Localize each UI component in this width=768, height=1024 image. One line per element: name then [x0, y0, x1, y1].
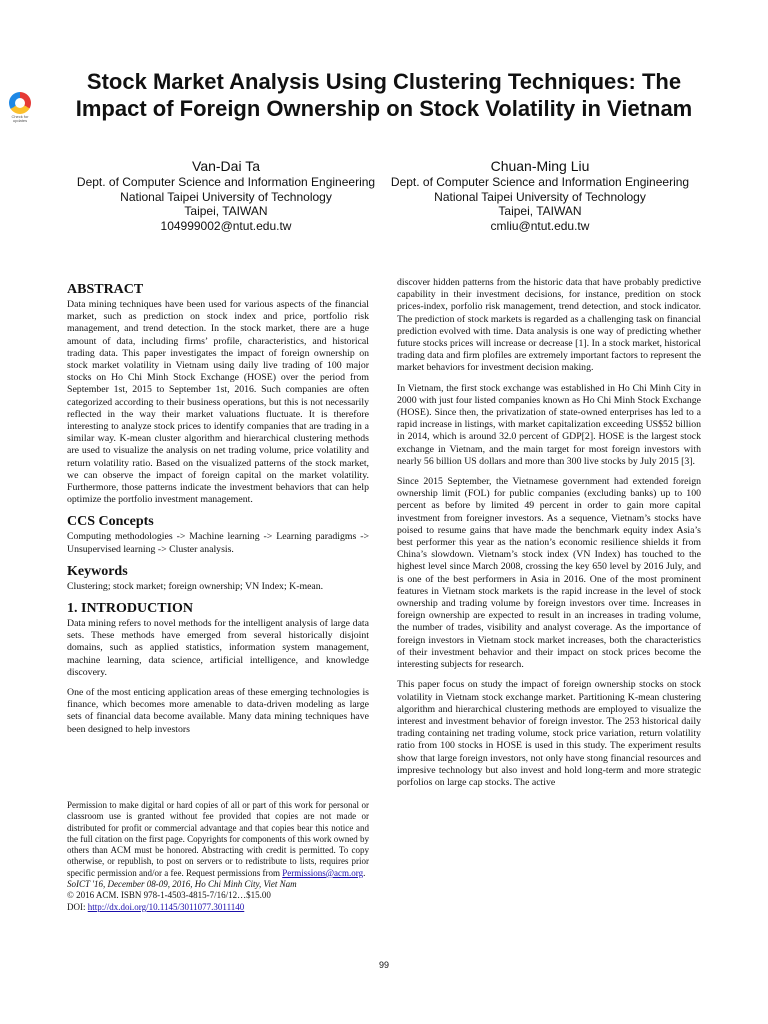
permission-notice: Permission to make digital or hard copies of all or part of this work for personal or classroom use is granted without fee provided that copies are not made or distributed for profit or commercial advantage and that copies bear this notice and the full citation on the first page. Copyrights for components of this work owned by others than ACM must be honored. Abstracting with credit is permitted. To copy otherwise, or republish, to post on servers or to redistribute to lists, requires prior specific permission and/or a fee. Request permissions from Permissions@acm.org. SoICT '16, December 08-09, 2016, Ho Chi Minh City, Viet Nam © 2016 ACM. ISBN 978-1-4503-4815-7/16/12…$15.00 DOI: http://dx.doi.org/10.1145/3011077.3011140 — [67, 800, 369, 912]
badge-label: Check for updates — [11, 114, 29, 123]
keywords-text: Clustering; stock market; foreign ownership; VN Index; K-mean. — [67, 580, 324, 592]
check-for-updates-icon — [9, 92, 31, 114]
body-paragraph: Since 2015 September, the Vietnamese government had extended foreign ownership limit (FOL) for public companies (excluding banks) up to 100 percent as before by limited 49 percent in order to gain more capital investment from foreigner investors. As a sequence, Vietnam’s stocks have poised to resume gains that have made the benchmark equity index Asia’s best performer this year as the nation’s economic resilience shields it from China’s slowdown. Vietnam’s stock index (VN Index) has touched to the highest level since March 2008, crossing the key 650 level by 2016 July, and is one of the best performers in Asia in 2016. One of the most prominent features in Vietnam stock markets is the rapid increase in the level of stock ownership and trading volume by foreign investors over time. Increases in foreign ownership are expected to result in an increases in trading volume, the number of trades, visibility and analyst coverage. As the importance of foreign investors in Vietnam stock market increases, both the characteristics of their investment behavior and their impact on stock prices become the interesting subjects for research. — [397, 476, 701, 671]
body-paragraph: This paper focus on study the impact of foreign ownership stocks on stock volatility in Vietnam stock exchange market. Partitioning K-mean clustering algorithm and hierarchical clustering methods are employed to visualize the interest and investment behavior of foreign investor. The 253 historical daily trading containing net trading volume, stock price variation, return volatility ratio from 100 stocks in HOSE is used in this study. The experiment results show that large foreign investors, not only have stong financial resources and impresive technology but also invest and hold long-term and more strategic porfolios on large cap stocks. The active — [397, 679, 701, 788]
copyright-line: © 2016 ACM. ISBN 978-1-4503-4815-7/16/12…$15.00 — [67, 890, 271, 901]
author-city: Taipei, TAIWAN — [498, 204, 582, 218]
author-name: Van-Dai Ta — [192, 158, 260, 174]
body-paragraph: discover hidden patterns from the historic data that have probably predictive capability in their investment decisions, for instance, predition on stock prices-index, porfolio risk management, trend detection, and stock indicator. The prediction of stock markets is regarded as a challenging task on financial prediction evolved with time. Data analysis is one way of predicting whether future stocks prices will increase or decrease [1]. In a stock market, historical trading data and firm plofiles are extremely important factors to represent the market behaviors for investment decision making. — [397, 277, 701, 374]
author-block-2 — [380, 158, 700, 233]
venue-line: SoICT '16, December 08-09, 2016, Ho Chi Minh City, Viet Nam — [67, 879, 297, 890]
author-city: Taipei, TAIWAN — [184, 204, 268, 218]
author-univ: National Taipei University of Technology — [120, 189, 332, 204]
intro-paragraph-2: One of the most enticing application areas of these emerging technologies is finance, which becomes more amenable to data-driven modeling as large sets of financial data become available. Many data mining techniques have been designed to help investors — [67, 687, 369, 735]
author-univ: National Taipei University of Technology — [434, 189, 646, 204]
author-block-1 — [66, 158, 386, 233]
abstract-heading: ABSTRACT — [67, 282, 144, 297]
ccs-text: Computing methodologies -> Machine learning -> Learning paradigms -> Unsupervised learning -> Cluster analysis. — [67, 531, 369, 555]
abstract-text: Data mining techniques have been used for various aspects of the financial market, such as prediction on stock index and price, portfolio risk management, and trend detection. In the stock market, there are a huge amount of data, including firms’ profile, characteristics, and historical trading data. This paper investigates the impact of foreign ownership on stock market volatility in Vietnam using daily live trading of 100 major stocks on Ho Chi Minh Stock Exchange (HOSE) over the period from September 1st, 2015 to September 1st, 2016. Such companies are often categorized according to their business operations, but this is not necessarily reflected in the way their market valuations fluctuate. It is therefore interesting to analyze stock prices to identify companies that are trading in a similar way. K-mean cluster algorithm and hierarchical clustering methods are used to visualize the analysis on net trading volume, price volatility and return volatility ratio. Based on the visualized patterns of the stock market, we can observe the impact of foreign capital on the market volatility. Furthermore, those patterns indicate the investment behaviors that can help optimize the portfolio investment management. — [67, 299, 369, 506]
introduction-heading: 1. INTRODUCTION — [67, 601, 194, 617]
body-paragraph: In Vietnam, the first stock exchange was established in Ho Chi Minh City in 2000 with just four listed companies known as Ho Chi Minh Stock Exchange (HOSE). Since then, the privatization of state-owned enterprises has led to a rapid increase in listings, with market capitalization exceeding US$52 billion in 2014, which is around 32.0 percent of GDP[2]. HOSE is the largest stock exchange in Vietnam, and the main target for most foreign investors with nearly 56 billion US dollars and more than 300 live stocks by July 2015 [3]. — [397, 382, 701, 467]
author-email[interactable]: 104999002@ntut.edu.tw — [160, 218, 292, 233]
author-name: Chuan-Ming Liu — [490, 158, 590, 174]
ccs-heading: CCS Concepts — [67, 514, 154, 530]
author-email[interactable]: cmliu@ntut.edu.tw — [490, 218, 590, 233]
doi-link[interactable]: http://dx.doi.org/10.1145/3011077.3011140 — [87, 901, 245, 912]
left-column — [67, 282, 369, 744]
right-column — [397, 277, 701, 797]
permission-text: Permission to make digital or hard copies of all or part of this work for personal or classroom use is granted without fee provided that copies are not made or distributed for profit or commercial advantage and that copies bear this notice and the full citation on the first page. Copyrights for components of this work owned by others than ACM must be honored. Abstracting with credit is permitted. To copy otherwise, or republish, to post on servers or to redistribute to lists, requires prior specific permission and/or a fee. Request permissions from — [67, 800, 369, 878]
author-dept: Dept. of Computer Science and Information Engineering — [76, 175, 376, 189]
check-for-updates-badge[interactable] — [6, 92, 34, 126]
author-dept: Dept. of Computer Science and Information Engineering — [390, 175, 690, 189]
keywords-heading: Keywords — [67, 563, 128, 579]
intro-paragraph-1: Data mining refers to novel methods for the intelligent analysis of large data sets. These methods have emerged from several historically disjoint domains, such as applied statistics, information system management, machine learning, data science, artificial intelligence, and knowledge discovery. — [67, 618, 369, 678]
paper-title: Stock Market Analysis Using Clustering Techniques: The Impact of Foreign Ownership on Stock Volatility in Vietnam — [75, 69, 693, 121]
page-number: 99 — [378, 960, 389, 970]
doi-label: DOI: — [67, 901, 86, 912]
permissions-email-link[interactable]: Permissions@acm.org — [282, 867, 364, 878]
